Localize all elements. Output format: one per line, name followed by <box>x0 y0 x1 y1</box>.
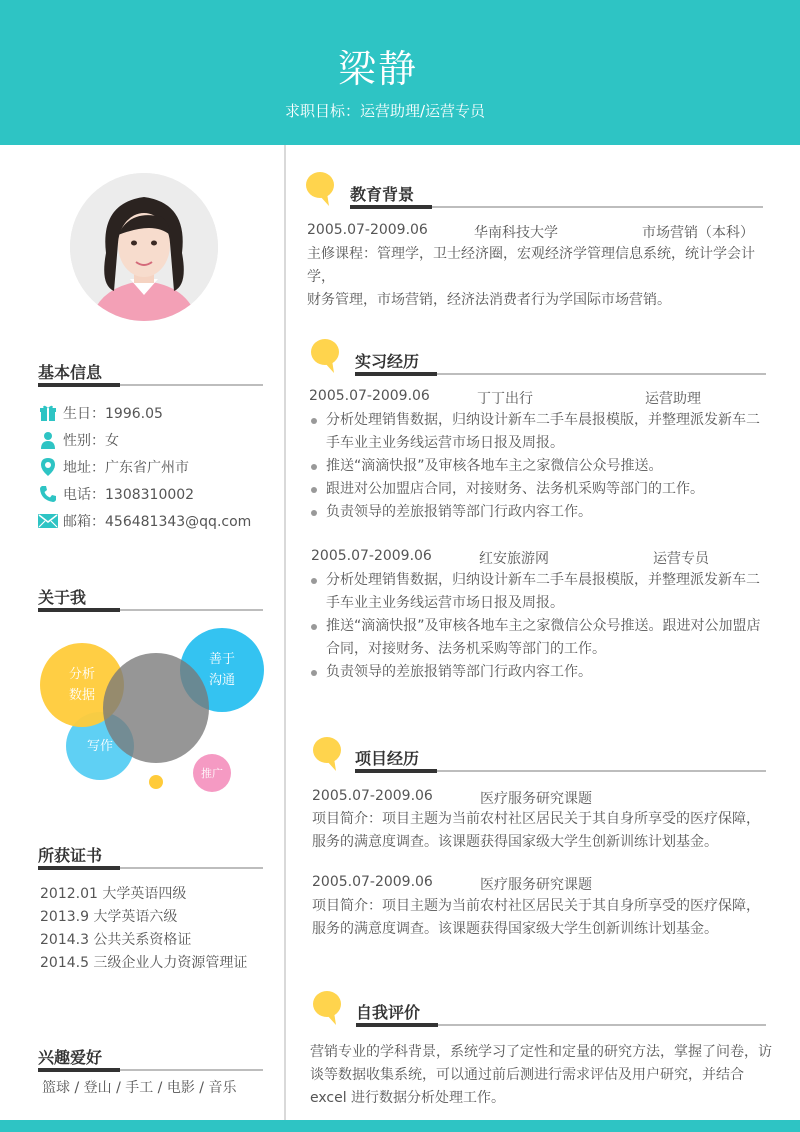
mail-icon <box>38 511 58 531</box>
skill-bubble-communication: 善于 沟通 <box>180 628 264 712</box>
info-address: 地址：广东省广州市 <box>38 456 189 478</box>
skill-bubble-gray <box>103 653 209 763</box>
internship-rule <box>355 373 766 375</box>
hobbies-rule <box>38 1069 263 1071</box>
gift-icon <box>38 403 58 423</box>
projects-title: 项目经历 <box>355 749 420 768</box>
footer-bar <box>0 1120 800 1132</box>
speech-bubble-icon <box>312 736 342 772</box>
basic-info-rule <box>38 384 263 386</box>
certificate-item: 2012.01 大学英语四级 <box>40 886 187 902</box>
list-item: 分析处理销售数据，归纳设计新车二手车晨报模版，并整理派发新车二手车业主业务线运营市场日报及周报。 <box>309 409 769 455</box>
skill-bubble-writing: 写作 <box>66 712 134 780</box>
certificate-item: 2013.9 大学英语六级 <box>40 909 178 925</box>
info-phone: 电话：1308310002 <box>38 483 194 505</box>
speech-bubble-icon <box>305 171 335 207</box>
job-bullet-list <box>309 409 769 524</box>
column-divider <box>284 145 286 1120</box>
education-rule <box>350 206 763 208</box>
speech-bubble-icon <box>312 990 342 1026</box>
list-item: 跟进对公加盟店合同，对接财务、法务机采购等部门的工作。 <box>309 478 769 501</box>
self-eval-rule <box>356 1024 766 1026</box>
basic-info-title: 基本信息 <box>38 363 103 382</box>
about-title: 关于我 <box>38 588 87 607</box>
education-courses: 主修课程：管理学，卫士经济圈，宏观经济学管理信息系统，统计学会计学， 财务管理，市场营销，经济法消费者行为学国际市场营销。 <box>307 246 755 308</box>
list-item: 推送“滴滴快报”及审核各地车主之家微信公众号推送。 <box>309 455 769 478</box>
project-description: 项目简介：项目主题为当前农村社区居民关于其自身所享受的医疗保障，服务的满意度调查。该课题获得国家级大学生创新训练计划基金。 <box>312 898 760 937</box>
hobbies-list: 篮球 / 登山 / 手工 / 电影 / 音乐 <box>42 1080 237 1096</box>
projects-rule <box>355 770 766 772</box>
self-eval-title: 自我评价 <box>356 1003 421 1022</box>
list-item: 分析处理销售数据，归纳设计新车二手车晨报模版，并整理派发新车二手车业主业务线运营市场日报及周报。 <box>309 569 769 615</box>
education-title: 教育背景 <box>350 185 415 204</box>
certificates-title: 所获证书 <box>38 846 103 865</box>
person-icon <box>38 430 58 450</box>
speech-bubble-icon <box>310 338 340 374</box>
header-banner <box>0 0 800 145</box>
list-item: 推送“滴滴快报”及审核各地车主之家微信公众号推送。跟进对公加盟店合同，对接财务、法务机采购等部门的工作。 <box>309 615 769 661</box>
skill-bubble-analysis: 分析 数据 <box>40 643 124 727</box>
job-bullet-list <box>309 569 769 684</box>
internship-title: 实习经历 <box>355 352 420 371</box>
info-birthday: 生日：1996.05 <box>38 402 163 424</box>
list-item: 负责领导的差旅报销等部门行政内容工作。 <box>309 661 769 684</box>
info-gender: 性别：女 <box>38 429 119 451</box>
list-item: 负责领导的差旅报销等部门行政内容工作。 <box>309 501 769 524</box>
self-eval-text: 营销专业的学科背景，系统学习了定性和定量的研究方法，掌握了问卷，访谈等数据收集系统，可以通过前后测进行需求评估及用户研究，并结合 excel 进行数据分析处理工作。 <box>310 1044 772 1106</box>
certificates-rule <box>38 867 263 869</box>
skill-bubble-promotion: 推广 <box>193 754 231 792</box>
location-pin-icon <box>38 457 58 477</box>
candidate-name: 梁静 <box>337 47 418 91</box>
hobbies-title: 兴趣爱好 <box>38 1048 103 1067</box>
avatar <box>70 173 218 321</box>
small-dot <box>149 775 163 789</box>
certificate-item: 2014.5 三级企业人力资源管理证 <box>40 955 248 971</box>
info-email: 邮箱：456481343@qq.com <box>38 510 251 532</box>
certificate-item: 2014.3 公共关系资格证 <box>40 932 192 948</box>
phone-icon <box>38 484 58 504</box>
job-objective: 求职目标：运营助理/运营专员 <box>284 102 486 120</box>
project-description: 项目简介：项目主题为当前农村社区居民关于其自身所享受的医疗保障，服务的满意度调查。该课题获得国家级大学生创新训练计划基金。 <box>312 811 760 850</box>
about-rule <box>38 609 263 611</box>
